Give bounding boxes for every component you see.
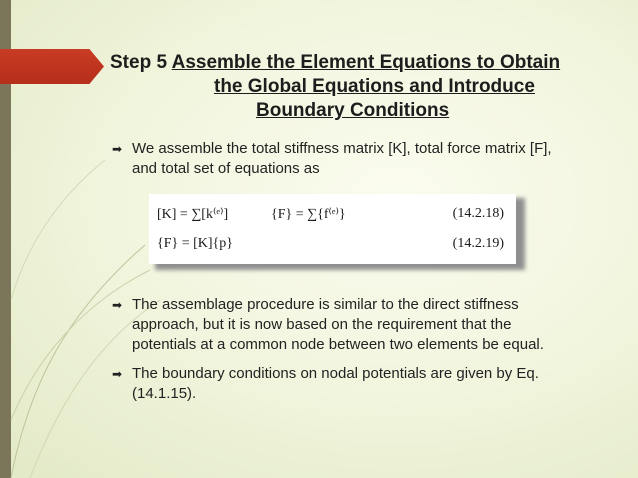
equation-number: (14.2.18) xyxy=(452,206,504,221)
bullet-arrow-icon: ➡ xyxy=(111,142,123,156)
bullet-text: The assemblage procedure is similar to the direct stiffness xyxy=(132,296,519,313)
equation-row xyxy=(149,236,516,260)
bullet-text: potentials at a common node between two elements be equal. xyxy=(132,336,544,353)
equation-number: (14.2.19) xyxy=(452,236,504,251)
equation-lhs: {F} = [K]{p} xyxy=(157,236,233,251)
equation-image xyxy=(149,194,516,264)
title-step: Step 5 xyxy=(110,52,168,73)
bullet-text: We assemble the total stiffness matrix [K], total force matrix [F], xyxy=(132,140,552,157)
title-line-1: Assemble the Element Equations to Obtain xyxy=(171,52,561,73)
equation-lhs: [K] = ∑[k⁽ᵉ⁾] xyxy=(157,207,229,222)
bullet-arrow-icon: ➡ xyxy=(111,367,123,381)
bullet-text: The boundary conditions on nodal potentials are given by Eq. xyxy=(132,365,539,382)
title-line-3: Boundary Conditions xyxy=(256,100,450,121)
equation-rhs: {F} = ∑{f⁽ᵉ⁾} xyxy=(271,207,346,222)
bullet-text: (14.1.15). xyxy=(132,385,197,402)
bullet-text: and total set of equations as xyxy=(132,160,320,177)
title-accent-tab xyxy=(0,49,104,84)
equation-row xyxy=(149,206,516,230)
bullet-arrow-icon: ➡ xyxy=(111,298,123,312)
title-line-2: the Global Equations and Introduce xyxy=(214,76,535,97)
bullet-text: approach, but it is now based on the requirement that the xyxy=(132,316,512,333)
